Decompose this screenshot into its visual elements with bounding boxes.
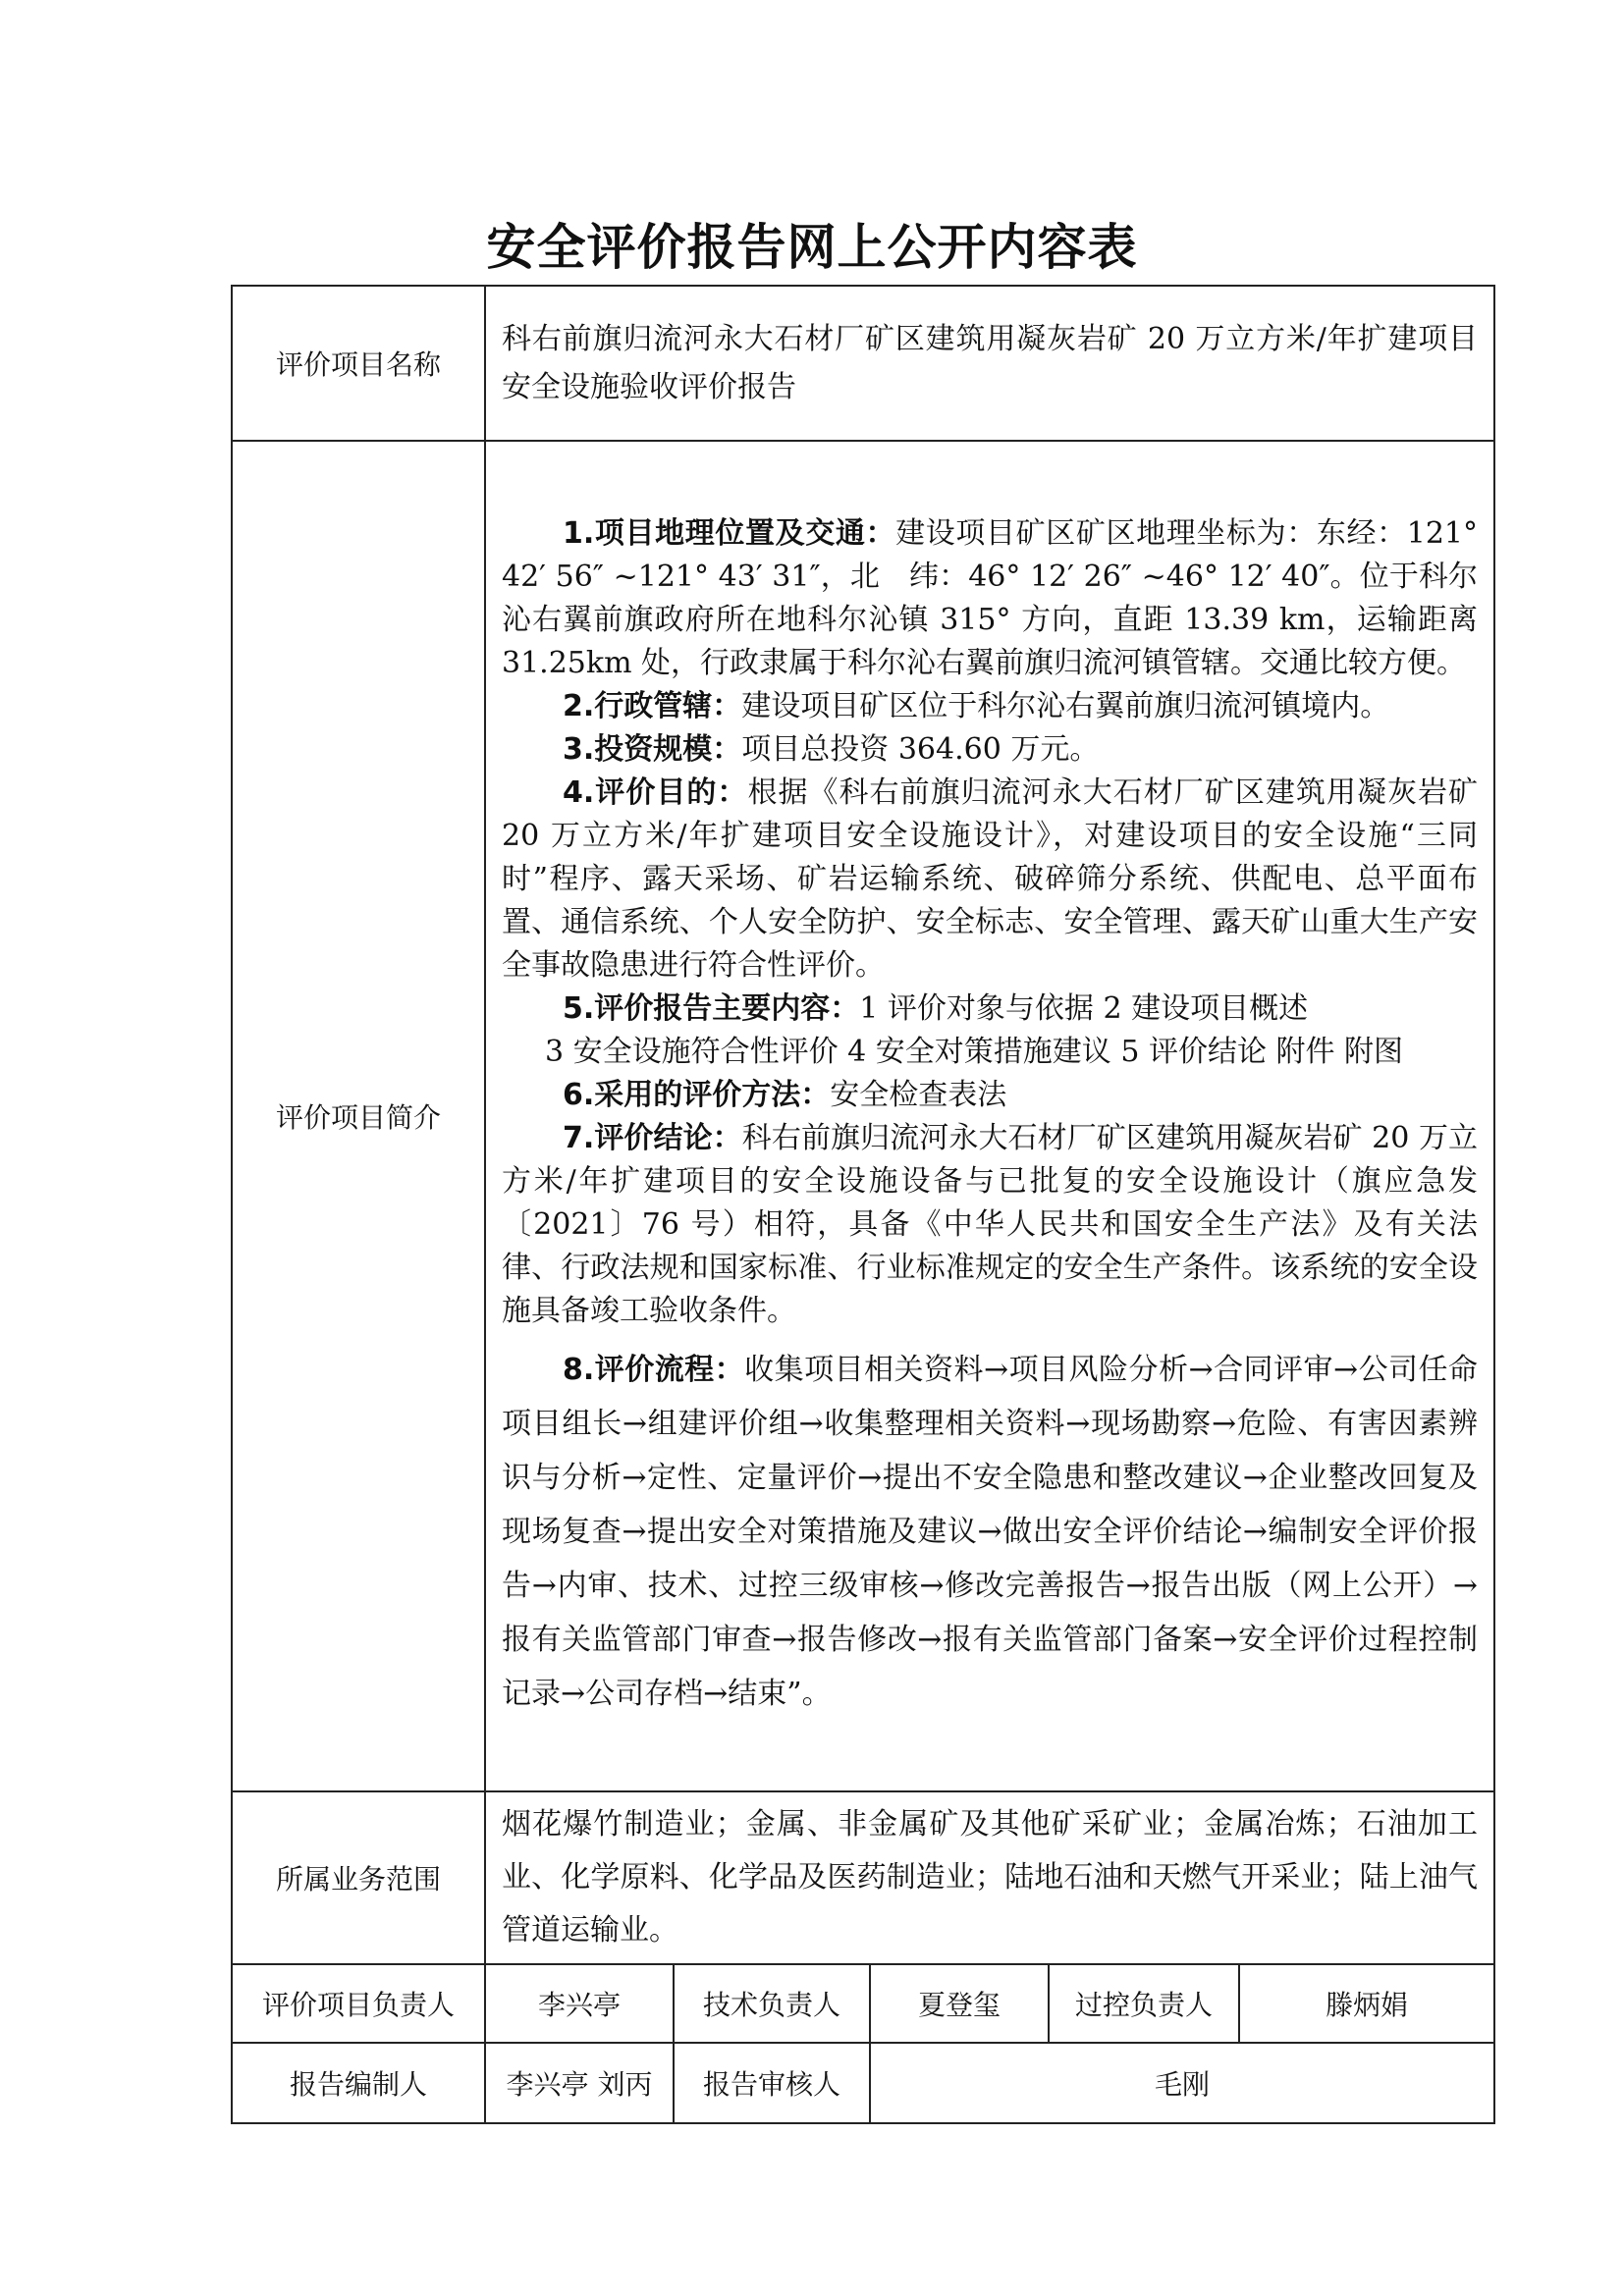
row-authors xyxy=(232,2043,1494,2123)
section-heading: 1.项目地理位置及交通： xyxy=(563,515,896,551)
reviewer-value: 毛刚 xyxy=(870,2043,1494,2123)
section-contents-cont xyxy=(502,1031,1478,1074)
disclosure-table xyxy=(231,285,1495,2124)
section-conclusion xyxy=(502,1117,1478,1333)
section-heading: 6.采用的评价方法： xyxy=(563,1077,831,1112)
author-value: 李兴亭 刘丙 xyxy=(485,2043,674,2123)
scope-value: 烟花爆竹制造业；金属、非金属矿及其他矿采矿业；金属冶炼；石油加工业、化学原料、化学品及医药制造业；陆地石油和天燃气开采业；陆上油气管道运输业。 xyxy=(485,1791,1494,1964)
leader-value: 李兴亭 xyxy=(485,1964,674,2043)
section-investment xyxy=(502,728,1478,772)
process-label: 过控负责人 xyxy=(1049,1964,1239,2043)
page-title: 安全评价报告网上公开内容表 xyxy=(486,218,1138,276)
intro-label: 评价项目简介 xyxy=(232,441,485,1791)
section-heading: 7.评价结论： xyxy=(563,1120,742,1155)
project-name-label: 评价项目名称 xyxy=(232,286,485,441)
section-heading: 2.行政管辖： xyxy=(563,688,742,723)
section-heading: 5.评价报告主要内容： xyxy=(563,990,860,1026)
section-text: 根据《科右前旗归流河永大石材厂矿区建筑用凝灰岩矿 20 万立方米/年扩建项目安全设施设计》，对建设项目的安全设施“三同时”程序、露天采场、矿岩运输系统、破碎筛分系统、供配电、总平面布置、通信系统、个人安全防护、安全标志、安全管理、露天矿山重大生产安全事故隐患进行符合性评价。 xyxy=(502,774,1479,983)
section-heading: 3.投资规模： xyxy=(563,731,742,767)
section-purpose xyxy=(502,772,1478,988)
section-admin xyxy=(502,685,1478,728)
section-text: 建设项目矿区位于科尔沁右翼前旗归流河镇境内。 xyxy=(741,688,1390,723)
tech-value: 夏登玺 xyxy=(870,1964,1049,2043)
row-intro xyxy=(232,441,1494,1791)
leader-label: 评价项目负责人 xyxy=(232,1964,485,2043)
scope-label: 所属业务范围 xyxy=(232,1791,485,1964)
row-project-name xyxy=(232,286,1494,441)
intro-content xyxy=(485,441,1494,1791)
reviewer-label: 报告审核人 xyxy=(674,2043,870,2123)
section-text: 项目总投资 364.60 万元。 xyxy=(741,731,1100,767)
tech-label: 技术负责人 xyxy=(674,1964,870,2043)
row-scope xyxy=(232,1791,1494,1964)
row-responsible xyxy=(232,1964,1494,2043)
process-value: 滕炳娟 xyxy=(1239,1964,1494,2043)
section-heading: 4.评价目的： xyxy=(563,774,748,810)
section-text: 3 安全设施符合性评价 4 安全对策措施建议 5 评价结论 附件 附图 xyxy=(545,1034,1404,1069)
section-text: 科右前旗归流河永大石材厂矿区建筑用凝灰岩矿 20 万立方米/年扩建项目的安全设施设备与已批复的安全设施设计（旗应急发〔2021〕76 号）相符，具备《中华人民共和国安全生产法》及有关法律、行政法规和国家标准、行业标准规定的安全生产条件。该系统的安全设施具备竣工验收条件。 xyxy=(502,1120,1479,1328)
section-contents xyxy=(502,988,1478,1031)
section-method xyxy=(502,1074,1478,1117)
section-text: 1 评价对象与依据 2 建设项目概述 xyxy=(859,990,1309,1026)
section-heading: 8.评价流程： xyxy=(563,1352,745,1387)
section-text: 收集项目相关资料→项目风险分析→合同评审→公司任命项目组长→组建评价组→收集整理相关资料→现场勘察→危险、有害因素辨识与分析→定性、定量评价→提出不安全隐患和整改建议→企业整改回复及现场复查→提出安全对策措施及建议→做出安全评价结论→编制安全评价报告→内审、技术、过控三级审核→修改完善报告→报告出版（网上公开）→报有关监管部门审查→报告修改→报有关监管部门备案→安全评价过程控制记录→公司存档→结束”。 xyxy=(502,1352,1479,1711)
section-location xyxy=(502,512,1478,685)
project-name-value: 科右前旗归流河永大石材厂矿区建筑用凝灰岩矿 20 万立方米/年扩建项目安全设施验收评价报告 xyxy=(485,286,1494,441)
section-text: 建设项目矿区矿区地理坐标为：东经：121° 42′ 56″ ~121° 43′ 31″，北 纬：46° 12′ 26″ ~46° 12′ 40″。位于科尔沁右翼前旗政府所在地科尔沁镇 315° 方向，直距 13.39 km，运输距离 31.25km 处，行政隶属于科尔沁右翼前旗归流河镇管辖。交通比较方便。 xyxy=(502,515,1479,680)
section-process xyxy=(502,1343,1478,1721)
author-label: 报告编制人 xyxy=(232,2043,485,2123)
section-text: 安全检查表法 xyxy=(830,1077,1007,1112)
